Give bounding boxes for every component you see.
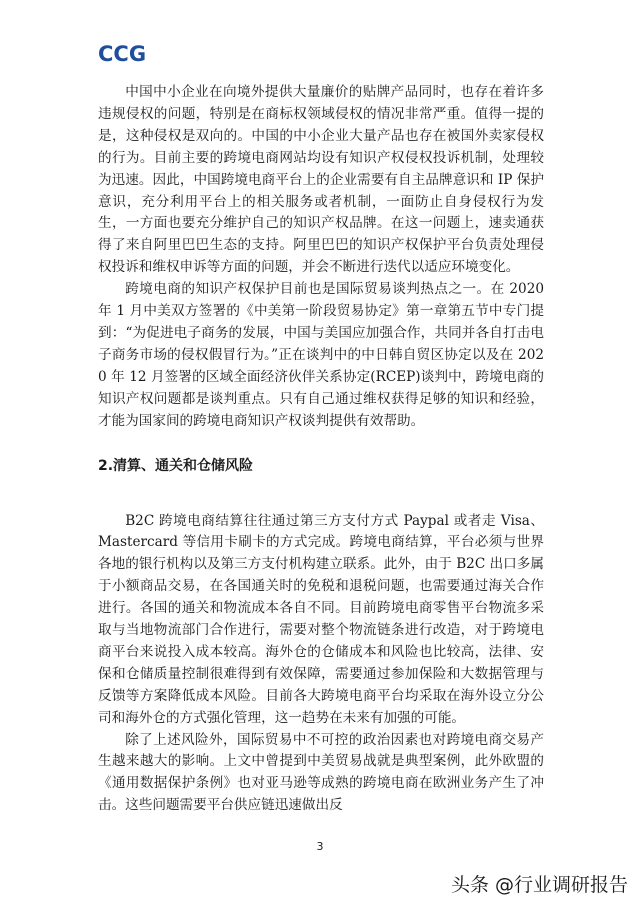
paragraph-settlement: B2C 跨境电商结算往往通过第三方支付方式 Paypal 或者走 Visa、Mastercard 等信用卡刷卡的方式完成。跨境电商结算，平台必须与世界各地的银行机构以及第三方支付机构建立联系。此外，由于 B2C 出口多属于小额商品交易，在各国通关时的免税和退税问题，也需要通过海关合作进行。各国的通关和物流成本各自不同。目前跨境电商零售平台物流多采取与当地物流部门合作进行，需要对整个物流链条进行改造，对于跨境电商平台来说投入成本较高。海外仓的仓储成本和风险也比较高，法律、安保和仓储质量控制很难得到有效保障，需要通过参加保险和大数据管理与反馈等方案降低成本风险。目前各大跨境电商平台均采取在海外设立分公司和海外仓的方式强化管理，这一趋势在未来有加强的可能。 — [98, 512, 544, 726]
ccg-logo: CCG — [98, 42, 147, 66]
document-body — [98, 82, 544, 817]
paragraph-ip-negotiation: 跨境电商的知识产权保护目前也是国际贸易谈判热点之一。在 2020 年 1 月中美双方签署的《中美第一阶段贸易协定》第一章第五节中专门提到：“为促进电子商务的发展，中国与美国应加强合作，共同并各自打击电子商务市场的侵权假冒行为。”正在谈判中的中日韩自贸区协定以及在 2020 年 12 月签署的区域全面经济伙伴关系协定(RCEP)谈判中，跨境电商的知识产权问题都是谈判重点。只有自己通过维权获得足够的知识和经验，才能为国家间的跨境电商知识产权谈判提供有效帮助。 — [98, 281, 544, 429]
page-number: 3 — [316, 840, 324, 853]
paragraph-ip-infringement: 中国中小企业在向境外提供大量廉价的贴牌产品同时，也存在着许多违规侵权的问题，特别是在商标权领域侵权的情况非常严重。值得一提的是，这种侵权是双向的。中国的中小企业大量产品也存在被国外卖家侵权的行为。目前主要的跨境电商网站均设有知识产权侵权投诉机制，处理较为迅速。因此，中国跨境电商平台上的企业需要有自主品牌意识和 IP 保护意识，充分利用平台上的相关服务或者机制，一面防止自身侵权行为发生，一方面也要充分维护自己的知识产权品牌。在这一问题上，速卖通获得了来自阿里巴巴生态的支持。阿里巴巴的知识产权保护平台负责处理侵权投诉和维权申诉等方面的问题，并会不断进行迭代以适应环境变化。 — [98, 84, 544, 276]
toutiao-watermark: 头条 @行业调研报告 — [450, 874, 628, 896]
paragraph-political-risk: 除了上述风险外，国际贸易中不可控的政治因素也对跨境电商交易产生越来越大的影响。上文中曾提到中美贸易战就是典型案例，此外欧盟的《通用数据保护条例》也对亚马逊等成熟的跨境电商在欧洲业务产生了冲击。这些问题需要平台供应链迅速做出反 — [98, 731, 544, 814]
section-heading: 2.清算、通关和仓储风险 — [98, 457, 254, 474]
